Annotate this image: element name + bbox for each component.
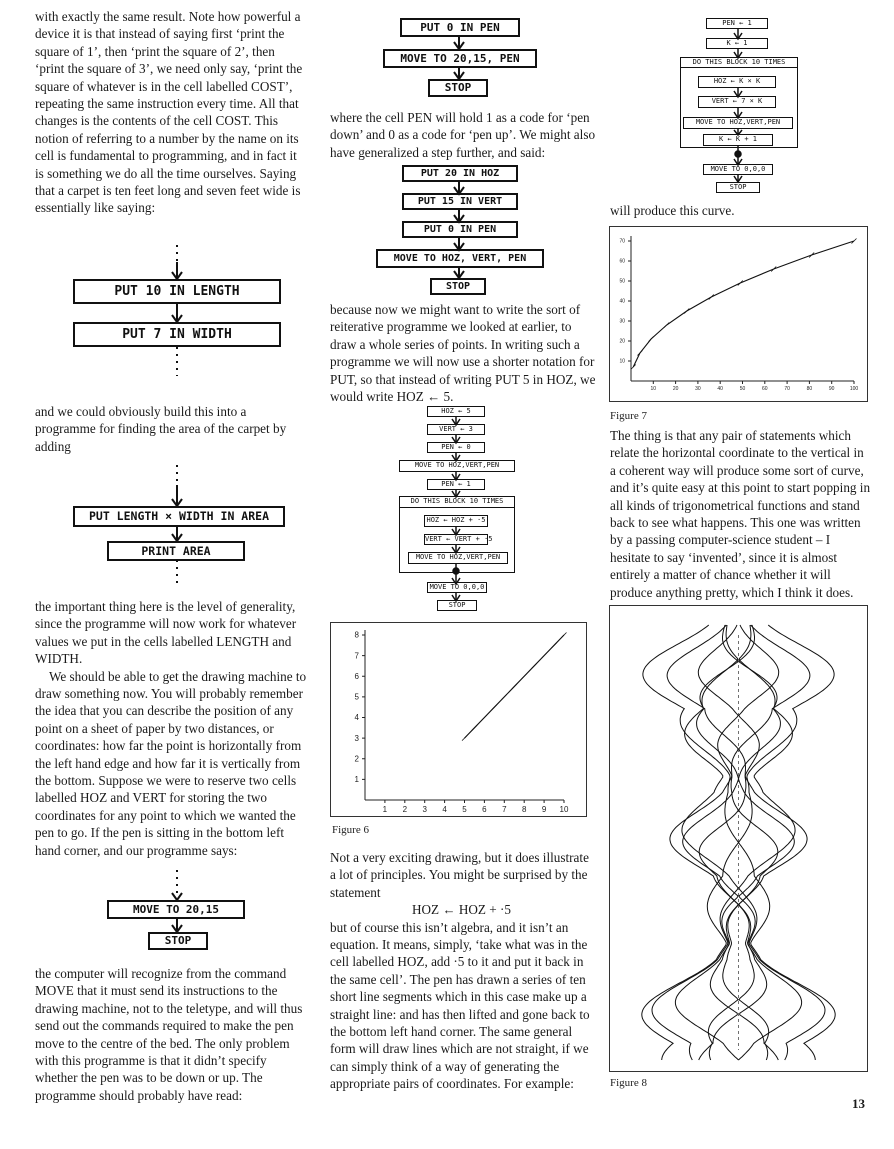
page-number: 13	[852, 1096, 865, 1111]
x-tick-label: 60	[762, 386, 768, 392]
y-tick-label: 8	[354, 630, 359, 640]
flow-box-put-width: PUT 7 IN WIDTH	[73, 322, 281, 347]
figure-7-chart	[609, 226, 868, 402]
curve-strand	[739, 625, 779, 1060]
series-line	[633, 241, 854, 367]
x-tick-label: 10	[559, 805, 569, 814]
x-tick-label: 10	[650, 386, 657, 392]
flow-step: DO THIS BLOCK 10 TIMES	[680, 57, 798, 68]
figure-8-caption: Figure 8	[610, 1077, 647, 1089]
x-tick-label: 30	[695, 386, 701, 392]
flow-step: K ← 1	[706, 38, 768, 49]
flow-step: PEN ← 1	[427, 479, 485, 490]
flow-step: K ← K + 1	[703, 134, 773, 146]
flow-step: PEN ← 0	[427, 442, 485, 453]
curve-strand	[698, 625, 738, 1060]
y-tick-label: 40	[619, 298, 625, 305]
paragraph: The thing is that any pair of statements which relate the horizontal coordinate to the vertical in a coherent way will produce some sort of curve, and it’s quite easy at this point to start popping in all kinds of trigonometrical functions and stand back to see what happens. This one was written by a passing computer-science student – I hesitate to say ‘invented’, since it is almost entirely a matter of chance whether it will produce anything pretty, which I think it does.	[610, 428, 871, 600]
column-3-text-1	[610, 202, 870, 219]
paragraph: the important thing here is the level of generality, since the programme will now work for whatever values we put in the cells labelled LENGTH and WIDTH.	[35, 599, 297, 667]
y-tick-label: 2	[354, 754, 359, 764]
flow-box-print-area: PRINT AREA	[107, 541, 245, 561]
flow-box-put-length: PUT 10 IN LENGTH	[73, 279, 281, 304]
figure-7-caption: Figure 7	[610, 410, 647, 422]
paragraph: Not a very exciting drawing, but it does illustrate a lot of principles. You might be surprised by the statement	[330, 850, 589, 900]
flow-step: VERT ← VERT + ·5	[425, 535, 493, 543]
y-tick-label: 3	[354, 733, 359, 743]
flow-step: PEN ← 1	[706, 18, 768, 29]
x-tick-label: 8	[521, 805, 527, 814]
y-tick-label: 50	[619, 278, 625, 285]
x-tick-label: 6	[482, 805, 487, 814]
x-tick-label: 20	[672, 386, 679, 392]
flow-box-put-pen: PUT 0 IN PEN	[402, 221, 518, 238]
flow-box-stop: STOP	[430, 278, 486, 295]
flow-step: MOVE TO HOZ,VERT,PEN	[683, 117, 793, 129]
x-tick-label: 100	[849, 386, 859, 392]
flow-step: STOP	[716, 182, 760, 193]
x-tick-label: 5	[462, 805, 467, 814]
curve-strand	[652, 625, 738, 1060]
data-point	[637, 351, 642, 356]
data-point	[664, 323, 669, 328]
flow-box-move-pen: MOVE TO 20,15, PEN	[383, 49, 537, 68]
paragraph: where the cell PEN will hold 1 as a code for ‘pen down’ and 0 as a code for ‘pen up’. We might also have generalized a step further, and said:	[330, 110, 596, 160]
y-tick-label: 1	[354, 775, 359, 785]
x-tick-label: 2	[402, 805, 408, 814]
x-tick-label: 4	[442, 805, 447, 814]
curve-strand	[642, 625, 739, 1060]
flow-step: HOZ ← 5	[427, 406, 485, 417]
data-point	[684, 309, 689, 314]
curve-strand	[739, 625, 836, 1060]
flow-step: DO THIS BLOCK 10 TIMES	[399, 496, 515, 508]
x-tick-label: 70	[784, 386, 790, 392]
y-tick-label: 6	[354, 671, 359, 681]
paragraph: and we could obviously build this into a programme for finding the area of the carpet by adding	[35, 404, 287, 454]
paragraph: with exactly the same result. Note how powerful a device it is that instead of saying first ‘print the square of 1’, then ‘print the square of 2’, then ‘print the square of 3’, we need only say, ‘print the square of whatever is in the cell labelled COST’, repeating the same instruction every time. All that changes is the contents of the cell COST. This notion of referring to a number by the name on its cell is fundamental to programming, and in fact it is something we do all the time ourselves. Saying that a carpet is ten feet long and seven feet wide is essentially like saying:	[35, 9, 303, 216]
formula: HOZ ← HOZ + ·5	[412, 902, 512, 918]
flow-box-put-area: PUT LENGTH × WIDTH IN AREA	[73, 506, 285, 527]
x-tick-label: 50	[739, 386, 746, 392]
flow-step: MOVE TO 0,0,0	[427, 582, 487, 593]
x-tick-label: 9	[541, 805, 547, 814]
x-tick-label: 90	[828, 386, 835, 392]
y-tick-label: 10	[619, 358, 625, 365]
x-tick-label: 40	[717, 386, 723, 392]
y-tick-label: 4	[354, 713, 359, 723]
flow-step: HOZ ← HOZ + ·5	[424, 515, 488, 527]
flow-box-stop: STOP	[148, 932, 208, 950]
paragraph: We should be able to get the drawing machine to draw something now. You will probably remember the idea that you can describe the position of any point on a sheet of paper by two distances, or coordinates: how far the point is horizontally from the left hand edge and how far it is vertically from the bottom. Suppose we were to reserve two cells labelled HOZ and VERT for storing the two coordinates for any point to which we wanted the pen to go. If the pen is sitting in the bottom left hand corner, and our programme says:	[35, 668, 307, 858]
flow-step: MOVE TO 0,0,0	[703, 164, 773, 175]
y-tick-label: 5	[354, 692, 359, 702]
y-tick-label: 20	[619, 338, 625, 345]
figure-8-curve	[609, 605, 868, 1072]
curve-strand	[739, 625, 825, 1060]
y-tick-label: 70	[619, 238, 625, 245]
flow-box-put-hoz: PUT 20 IN HOZ	[402, 165, 518, 182]
data-point	[709, 295, 714, 300]
flow-step: MOVE TO HOZ,VERT,PEN	[408, 552, 508, 564]
y-tick-label: 60	[619, 258, 625, 265]
flow-step: STOP	[437, 600, 477, 611]
x-tick-label: 3	[422, 805, 427, 814]
flow-box-stop: STOP	[428, 79, 488, 97]
flow-step: MOVE TO HOZ,VERT,PEN	[399, 460, 515, 472]
flow-step: VERT ← 7 × K	[698, 96, 776, 108]
data-point	[649, 337, 654, 342]
paragraph: but of course this isn’t algebra, and it isn’t an equation. It means, simply, ‘take what was in the cell labelled HOZ, add ·5 to it and put it back in the same cell’. The pen has drawn a series of ten short line segments which in this case make up a straight line: and has then lifted and gone back to the bottom left hand corner. The same general form will draw lines which are not straight, if we can simply think of a way of generating the appropriate pairs of coordinates. For example:	[330, 919, 590, 1092]
y-tick-label: 7	[354, 651, 359, 661]
x-tick-label: 1	[382, 805, 388, 814]
flow-box-move: MOVE TO 20,15	[107, 900, 245, 919]
flow-box-move-hvp: MOVE TO HOZ, VERT, PEN	[376, 249, 544, 268]
data-point	[771, 267, 776, 272]
flow-box-put-pen: PUT 0 IN PEN	[400, 18, 520, 37]
x-tick-label: 80	[806, 386, 813, 392]
y-tick-label: 30	[619, 318, 625, 325]
flow-step: VERT ← 3	[427, 424, 485, 435]
paragraph: because now we might want to write the sort of reiterative programme we looked at earlier, to draw a whole series of points. In writing such a programme we will now use a shorter notation for PUT, so that instead of writing PUT 5 in HOZ, we would write HOZ ← 5.	[330, 302, 596, 405]
column-3-text-2	[610, 427, 872, 601]
data-point	[738, 281, 743, 286]
flow-box-put-vert: PUT 15 IN VERT	[402, 193, 518, 210]
flow-step: HOZ ← K × K	[698, 76, 776, 88]
figure-6-caption: Figure 6	[332, 824, 369, 836]
paragraph: will produce this curve.	[610, 203, 735, 218]
paragraph: the computer will recognize from the command MOVE that it must send its instructions to the drawing machine, not to the teletype, and will thus send out the commands required to make the pen move to the centre of the bed. The only problem with this programme is that it didn’t specify whether the pen was to be down or up. The programme should probably have read:	[35, 966, 303, 1103]
x-tick-label: 7	[502, 805, 507, 814]
